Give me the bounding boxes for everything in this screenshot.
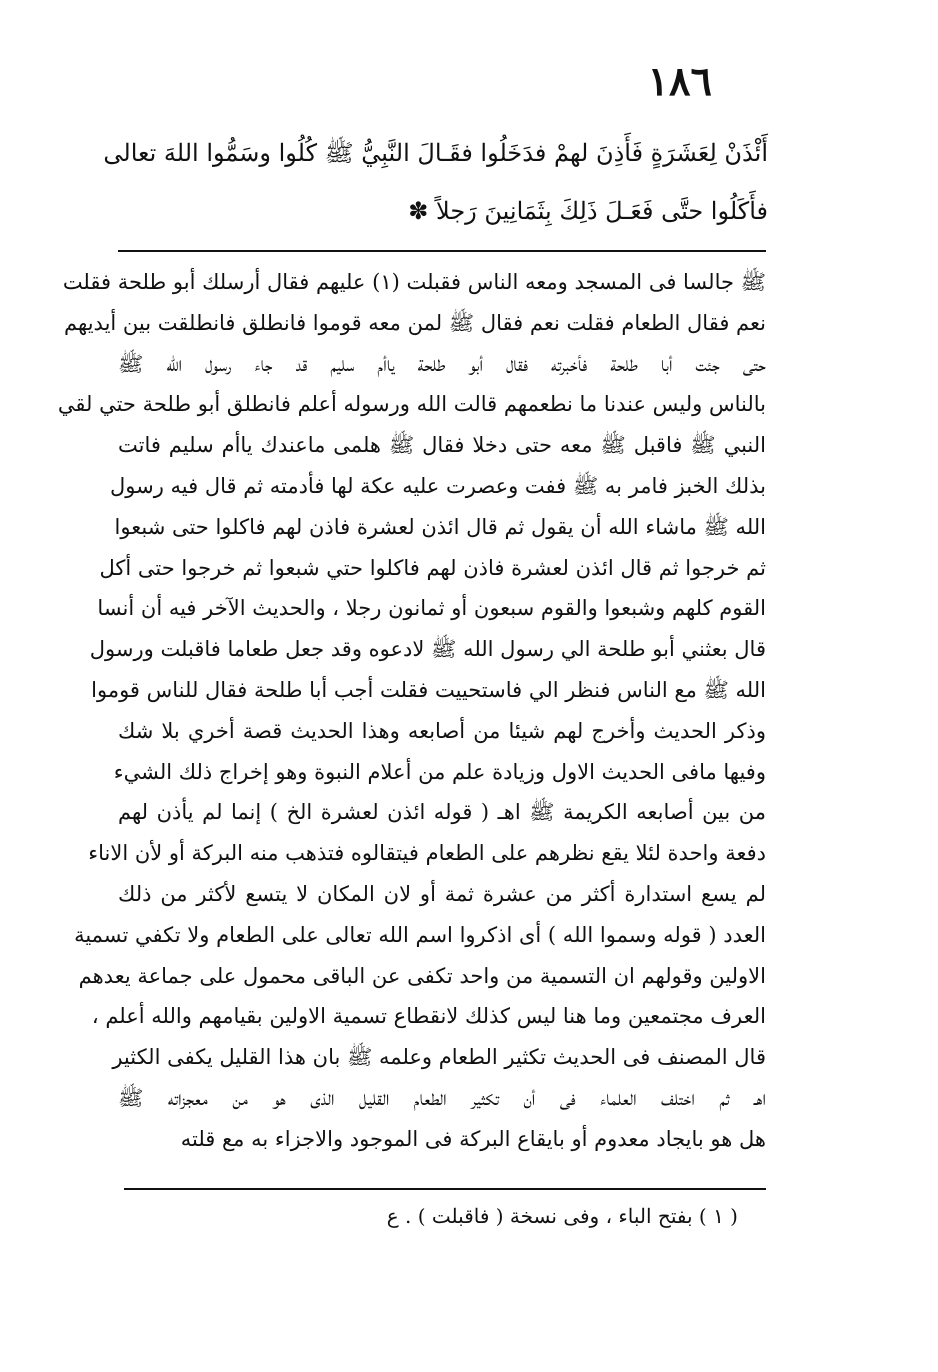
commentary-line: ثم خرجوا ثم قال ائذن لعشرة فاذن لهم فاكلوا حتي شبعوا ثم خرجوا حتى أكل — [99, 555, 766, 580]
commentary-line: وذكر الحديث وأخرج لهم شيئا من أصابعه وهذا الحديث قصة أخري بلا شك — [118, 718, 766, 743]
hadith-line: أَئْذَنْ لِعَشَرَةٍ فَأَذِنَ لهمْ فدَخَلُوا فقَـالَ النَّبِيُّ ﷺ كُلُوا وسَمُّوا اللهَ تعالى — [103, 139, 768, 167]
hadith-text — [103, 124, 768, 240]
commentary-line: القوم كلهم وشبعوا والقوم سبعون أو ثمانون رجلا ، والحديث الآخر فيه أن أنسا — [97, 596, 766, 621]
commentary-text — [57, 262, 766, 1160]
footnote: ( ١ ) بفتح الباء ، وفى نسخة ( فاقبلت ) . ع — [386, 1204, 738, 1228]
commentary-line: الله ﷺ ماشاء الله أن يقول ثم قال ائذن لعشرة فاذن لهم فاكلوا حتى شبعوا — [114, 514, 766, 539]
commentary-line: الله ﷺ مع الناس فنظر الي فاستحييت فقلت أجب أبا طلحة فقال للناس قوموا — [91, 677, 766, 702]
commentary-line: العرف مجتمعين وما هنا ليس كذلك لانقطاع تسمية الاولين بقيامهم والله أعلم ، — [91, 1004, 766, 1029]
commentary-line: نعم فقال الطعام فقلت نعم فقال ﷺ لمن معه قوموا فانطلق فانطلقت بين أيديهم — [64, 310, 766, 335]
commentary-line: النبي ﷺ فاقبل ﷺ معه حتى دخلا فقال ﷺ هلمى ماعندك ياأم سليم فاتت — [118, 433, 766, 458]
commentary-line: قال بعثني أبو طلحة الي رسول الله ﷺ لادعوه وقد جعل طعاما فاقبلت ورسول — [89, 637, 766, 662]
commentary-line: اهـ ثم اختلف العلماء فى أن تكثير الطعام القليل الذى هو من معجزاته ﷺ — [118, 1085, 766, 1110]
commentary-line: وفيها مافى الحديث الاول وزيادة علم من أعلام النبوة وهو إخراج ذلك الشيء — [113, 759, 766, 784]
commentary-line: حتى جئت أبا طلحة فأخبرته فقال أبو طلحة ياأم سليم قد جاء رسول الله ﷺ — [118, 351, 766, 376]
commentary-line: من بين أصابعه الكريمة ﷺ اهـ ( قوله ائذن لعشرة الخ ) إنما لم يأذن لهم — [118, 800, 766, 825]
commentary-line: العدد ( قوله وسموا الله ) أى اذكروا اسم الله تعالى على الطعام ولا تكفي تسمية — [74, 922, 766, 947]
page-number: ١٨٦ — [647, 58, 712, 105]
hadith-line: فأَكَلُوا حتَّى فَعَـلَ ذَلِكَ بِثَمَانِينَ رَجلاً ✽ — [408, 197, 768, 225]
commentary-line: ﷺ جالسا فى المسجد ومعه الناس فقبلت (١) عليهم فقال أرسلك أبو طلحة فقلت — [62, 270, 766, 294]
commentary-line: بالناس وليس عندنا ما نطعمهم قالت الله ورسوله أعلم فانطلق أبو طلحة حتي لقي — [57, 392, 766, 417]
commentary-line: هل هو بايجاد معدوم أو بايقاع البركة فى الموجود والاجزاء به مع قلته — [180, 1126, 766, 1151]
commentary-line: دفعة واحدة لئلا يقع نظرهم على الطعام فيتقالوه فتذهب منه البركة أو لأن الاناء — [88, 841, 766, 866]
commentary-line: قال المصنف فى الحديث تكثير الطعام وعلمه ﷺ بان هذا القليل يكفى الكثير — [112, 1045, 766, 1070]
top-divider — [118, 250, 766, 252]
commentary-line: لم يسع استدارة أكثر من عشرة ثمة أو لان المكان لا يتسع لأكثر من ذلك — [118, 881, 766, 906]
commentary-line: بذلك الخبز فامر به ﷺ ففت وعصرت عليه عكة لها فأدمته ثم قال فيه رسول — [110, 473, 766, 498]
footnote-divider — [124, 1188, 766, 1190]
commentary-line: الاولين وقولهم ان التسمية من واحد تكفى عن الباقى محمول على جماعة يعدهم — [78, 963, 766, 988]
